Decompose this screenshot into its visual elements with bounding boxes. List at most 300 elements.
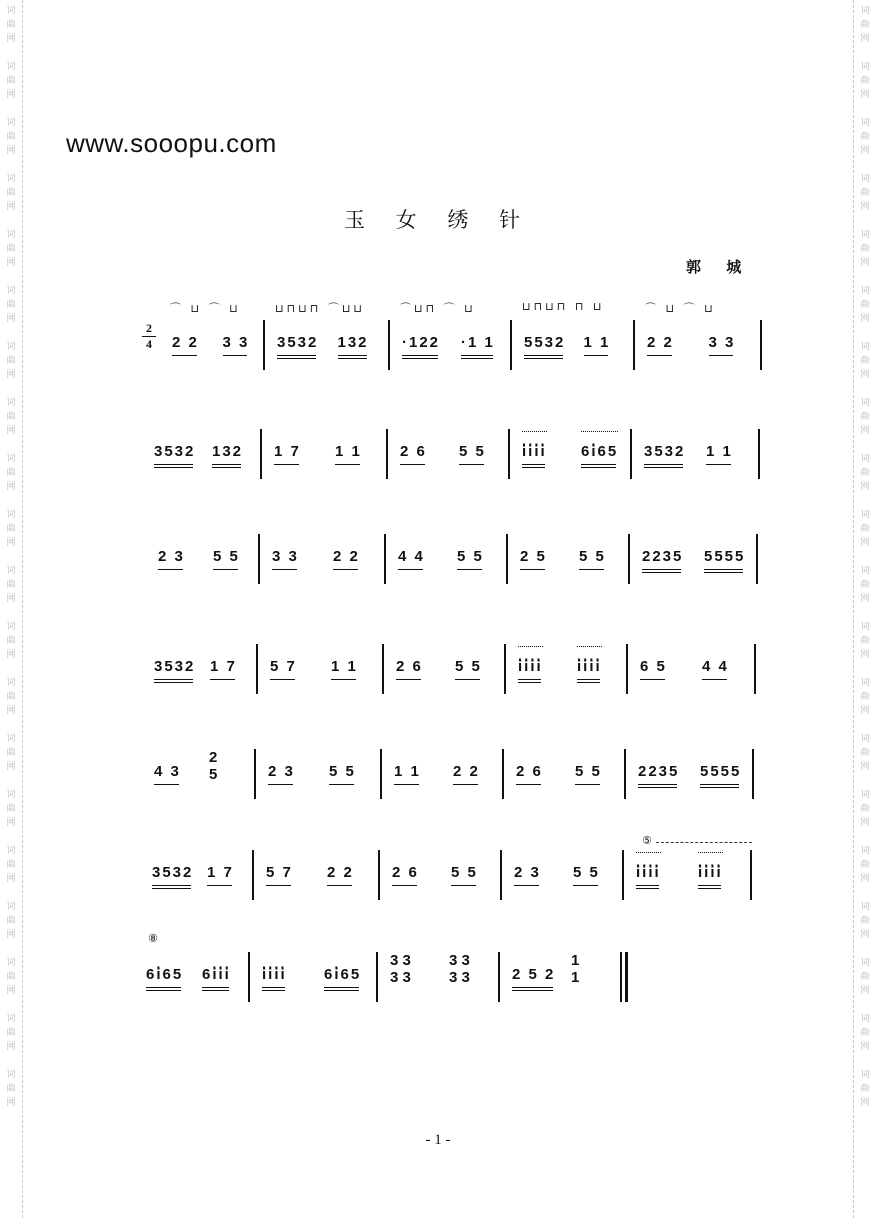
note-text: 5555 bbox=[700, 763, 742, 780]
staff-row bbox=[0, 834, 876, 926]
time-signature-top: 2 bbox=[146, 321, 152, 335]
beam-line bbox=[642, 572, 681, 573]
note-stack: 1 1 bbox=[571, 952, 580, 986]
barline bbox=[386, 429, 388, 479]
note-group bbox=[453, 763, 480, 780]
beam-line bbox=[333, 569, 358, 570]
note-text: 132 bbox=[212, 443, 244, 460]
beam-line bbox=[262, 987, 285, 988]
measure bbox=[146, 425, 262, 505]
note-group bbox=[394, 763, 421, 780]
barline bbox=[750, 850, 752, 900]
beam-line bbox=[223, 355, 248, 356]
note-group bbox=[577, 658, 602, 675]
trill-mark bbox=[577, 646, 602, 653]
note-group bbox=[573, 864, 600, 881]
beam-line bbox=[573, 885, 598, 886]
note-group bbox=[461, 334, 495, 351]
beam-line bbox=[512, 990, 553, 991]
bowing-marks: ⌒ ⊔ ⌒ ⊔ bbox=[170, 302, 241, 315]
beam-line bbox=[700, 787, 739, 788]
left-watermark-text: 词 曲 网 词 曲 网 词 曲 网 词 曲 网 词 曲 网 词 曲 网 词 曲 网 词 曲 网 词 曲 网 词 曲 网 词 曲 网 词 曲 网 词 曲 网 词 曲 网 词 曲 网 词 曲 网 词 曲 网 词 曲 网 词 曲 网 词 曲 网 bbox=[6, 6, 16, 1108]
measure bbox=[504, 948, 622, 1028]
beam-line bbox=[642, 569, 681, 570]
note-group bbox=[457, 548, 484, 565]
note-text: 5 5 bbox=[459, 443, 486, 460]
note-text: 2 2 bbox=[647, 334, 674, 351]
barline bbox=[504, 644, 506, 694]
measure bbox=[636, 425, 760, 505]
beam-line bbox=[520, 569, 545, 570]
note-text: 2 5 2 bbox=[512, 966, 556, 983]
note-text: 1 1 bbox=[335, 443, 362, 460]
measure bbox=[630, 745, 754, 825]
note-group bbox=[268, 763, 295, 780]
beam-line bbox=[581, 464, 616, 465]
note-group bbox=[338, 334, 369, 351]
note-group bbox=[213, 548, 240, 565]
beam-line bbox=[577, 682, 600, 683]
measure bbox=[634, 530, 758, 610]
note-group bbox=[172, 334, 199, 351]
beam-line bbox=[212, 464, 241, 465]
note-text: 2 2 bbox=[327, 864, 354, 881]
measure bbox=[266, 425, 388, 505]
beam-line bbox=[327, 885, 352, 886]
beam-line bbox=[331, 679, 356, 680]
note-text: 3 3 bbox=[222, 334, 250, 351]
measure bbox=[164, 316, 265, 396]
measure bbox=[390, 530, 508, 610]
note-text: 2235 bbox=[642, 548, 684, 565]
note-group bbox=[522, 443, 547, 460]
note-group bbox=[400, 443, 427, 460]
beam-line bbox=[272, 569, 297, 570]
note-text: i̇i̇i̇i̇ bbox=[518, 658, 543, 675]
note-group bbox=[329, 763, 356, 780]
note-text: 5 5 bbox=[329, 763, 356, 780]
beam-line bbox=[700, 784, 739, 785]
trill-mark bbox=[581, 431, 618, 438]
measure bbox=[386, 745, 504, 825]
barline bbox=[630, 429, 632, 479]
note-text: 2 2 bbox=[333, 548, 360, 565]
beam-line bbox=[154, 682, 193, 683]
note-group bbox=[702, 658, 729, 675]
barline bbox=[500, 850, 502, 900]
bowing-marks: ⊔⊓⊔⊓ ⌒⊔⊔ bbox=[275, 302, 365, 315]
barline bbox=[254, 749, 256, 799]
beam-line bbox=[457, 569, 482, 570]
beam-line bbox=[451, 885, 476, 886]
measure bbox=[254, 948, 378, 1028]
staff-row bbox=[0, 640, 876, 720]
beam-line bbox=[324, 990, 359, 991]
barline bbox=[620, 952, 622, 1002]
note-text: 3532 bbox=[154, 443, 196, 460]
barline bbox=[752, 749, 754, 799]
note-group bbox=[270, 658, 297, 675]
note-text: 5 5 bbox=[451, 864, 478, 881]
position-dashed-line bbox=[656, 842, 752, 843]
beam-line bbox=[154, 464, 193, 465]
note-group bbox=[455, 658, 482, 675]
note-text: 3532 bbox=[644, 443, 686, 460]
note-group bbox=[700, 763, 741, 780]
barline bbox=[252, 850, 254, 900]
note-group bbox=[644, 443, 685, 460]
note-group bbox=[210, 658, 237, 675]
beam-line bbox=[698, 888, 721, 889]
score-author: 郭 城 bbox=[686, 258, 752, 276]
measure bbox=[382, 948, 500, 1028]
beam-line bbox=[277, 358, 316, 359]
beam-line bbox=[338, 355, 367, 356]
beam-line bbox=[392, 885, 417, 886]
beam-line bbox=[512, 987, 553, 988]
note-text: 5 5 bbox=[579, 548, 606, 565]
beam-line bbox=[702, 679, 727, 680]
beam-line bbox=[584, 355, 609, 356]
beam-line bbox=[522, 464, 545, 465]
note-text: 3 3 bbox=[708, 334, 736, 351]
note-text: 2 2 bbox=[172, 334, 199, 351]
note-group bbox=[704, 548, 745, 565]
measure bbox=[146, 745, 256, 825]
note-group bbox=[584, 334, 611, 351]
note-text: 2 3 bbox=[268, 763, 295, 780]
measure bbox=[628, 846, 752, 926]
note-text: 1 1 bbox=[706, 443, 733, 460]
beam-line bbox=[636, 885, 659, 886]
staff-row bbox=[0, 745, 876, 825]
beam-line bbox=[202, 987, 229, 988]
note-text: 1 7 bbox=[274, 443, 301, 460]
barline bbox=[378, 850, 380, 900]
note-group bbox=[402, 334, 440, 351]
note-group bbox=[514, 864, 541, 881]
bowing-marks: ⌒ ⊔ ⌒ ⊔ bbox=[645, 302, 716, 315]
note-group bbox=[202, 966, 231, 983]
barline bbox=[376, 952, 378, 1002]
beam-line bbox=[270, 679, 295, 680]
measure bbox=[138, 948, 250, 1028]
barline bbox=[502, 749, 504, 799]
note-stack: 3 3 3 3 bbox=[390, 952, 411, 986]
note-group bbox=[709, 334, 736, 351]
beam-line bbox=[638, 787, 677, 788]
beam-line bbox=[394, 784, 419, 785]
note-group bbox=[274, 443, 301, 460]
beam-line bbox=[329, 784, 354, 785]
measure bbox=[514, 425, 632, 505]
note-group bbox=[272, 548, 299, 565]
beam-line bbox=[212, 467, 241, 468]
beam-line bbox=[636, 888, 659, 889]
note-group bbox=[333, 548, 360, 565]
beam-line bbox=[207, 885, 232, 886]
note-text: 2 6 bbox=[516, 763, 543, 780]
beam-line bbox=[152, 888, 191, 889]
note-text: 3 3 bbox=[272, 548, 299, 565]
beam-line bbox=[324, 987, 359, 988]
note-text: i̇i̇i̇i̇ bbox=[522, 443, 547, 460]
beam-line bbox=[524, 358, 563, 359]
barline bbox=[622, 850, 624, 900]
beam-line bbox=[152, 885, 191, 886]
barline bbox=[388, 320, 390, 370]
note-text: 2 6 bbox=[400, 443, 427, 460]
note-group bbox=[396, 658, 423, 675]
note-text: 5 5 bbox=[457, 548, 484, 565]
note-text: 5532 bbox=[524, 334, 566, 351]
measure bbox=[632, 640, 756, 720]
barline bbox=[258, 534, 260, 584]
note-group bbox=[324, 966, 361, 983]
beam-line bbox=[274, 464, 299, 465]
note-group bbox=[647, 334, 674, 351]
note-group bbox=[335, 443, 362, 460]
note-group bbox=[459, 443, 486, 460]
right-watermark-text: 词 曲 网 词 曲 网 词 曲 网 词 曲 网 词 曲 网 词 曲 网 词 曲 网 词 曲 网 词 曲 网 词 曲 网 词 曲 网 词 曲 网 词 曲 网 词 曲 网 词 曲 网 词 曲 网 词 曲 网 词 曲 网 词 曲 网 词 曲 网 bbox=[860, 6, 870, 1108]
beam-line bbox=[154, 467, 193, 468]
staff-row bbox=[0, 425, 876, 505]
note-group bbox=[223, 334, 250, 351]
beam-line bbox=[647, 355, 672, 356]
note-text: 3532 bbox=[152, 864, 194, 881]
beam-line bbox=[398, 569, 423, 570]
barline bbox=[382, 644, 384, 694]
note-text: 6i̇i̇i̇ bbox=[202, 966, 231, 983]
beam-line bbox=[268, 784, 293, 785]
beam-line bbox=[172, 355, 197, 356]
beam-line bbox=[213, 569, 238, 570]
note-group bbox=[706, 443, 733, 460]
barline bbox=[256, 644, 258, 694]
beam-line bbox=[709, 355, 734, 356]
beam-line bbox=[453, 784, 478, 785]
time-signature-bottom: 4 bbox=[146, 337, 152, 351]
beam-line bbox=[461, 355, 493, 356]
beam-line bbox=[262, 990, 285, 991]
note-group bbox=[698, 864, 723, 881]
note-group bbox=[212, 443, 243, 460]
beam-line bbox=[524, 355, 563, 356]
trill-mark bbox=[522, 431, 547, 438]
note-group bbox=[158, 548, 185, 565]
measure bbox=[639, 316, 762, 396]
note-text: 2 6 bbox=[392, 864, 419, 881]
beam-line bbox=[640, 679, 665, 680]
note-group bbox=[636, 864, 661, 881]
measure bbox=[146, 640, 258, 720]
barline bbox=[624, 749, 626, 799]
measure bbox=[150, 530, 260, 610]
barline bbox=[506, 534, 508, 584]
beam-line bbox=[638, 784, 677, 785]
barline bbox=[263, 320, 265, 370]
note-text: 3532 bbox=[277, 334, 319, 351]
note-group bbox=[575, 763, 602, 780]
position-mark: ⑧ bbox=[148, 932, 158, 945]
measure bbox=[392, 425, 510, 505]
measure bbox=[269, 316, 390, 396]
beam-line bbox=[706, 464, 731, 465]
staff-row bbox=[0, 530, 876, 610]
beam-line bbox=[704, 572, 743, 573]
note-text: 4 3 bbox=[154, 763, 181, 780]
note-text: 5 7 bbox=[270, 658, 297, 675]
beam-line bbox=[518, 682, 541, 683]
beam-line bbox=[338, 358, 367, 359]
beam-line bbox=[518, 679, 541, 680]
note-group bbox=[640, 658, 667, 675]
note-text: 3532 bbox=[154, 658, 196, 675]
measure bbox=[260, 745, 382, 825]
note-text: 1 1 bbox=[583, 334, 611, 351]
note-text: 5 7 bbox=[266, 864, 293, 881]
note-stack: 2 5 bbox=[209, 749, 218, 783]
note-group bbox=[207, 864, 234, 881]
measure bbox=[510, 640, 628, 720]
staff-row bbox=[0, 932, 876, 1028]
note-text: 5 5 bbox=[213, 548, 240, 565]
score-title: 玉 女 绣 针 bbox=[343, 208, 533, 232]
beam-line bbox=[581, 467, 616, 468]
note-text: i̇i̇i̇i̇ bbox=[698, 864, 723, 881]
measure bbox=[394, 316, 512, 396]
note-text: 132 bbox=[337, 334, 369, 351]
beam-line bbox=[400, 464, 425, 465]
final-barline bbox=[625, 952, 628, 1002]
measure bbox=[258, 846, 380, 926]
barline bbox=[754, 644, 756, 694]
note-text: i̇i̇i̇i̇ bbox=[577, 658, 602, 675]
note-group bbox=[579, 548, 606, 565]
note-text: ·122 bbox=[402, 334, 441, 351]
note-text: 2 6 bbox=[396, 658, 423, 675]
measure bbox=[262, 640, 384, 720]
note-text: ·1 1 bbox=[461, 334, 495, 351]
beam-line bbox=[402, 355, 438, 356]
page-number: - 1 - bbox=[425, 1132, 451, 1148]
measure bbox=[516, 316, 635, 396]
note-group bbox=[327, 864, 354, 881]
note-group bbox=[518, 658, 543, 675]
note-text: 6 5 bbox=[640, 658, 667, 675]
beam-line bbox=[154, 784, 179, 785]
beam-line bbox=[146, 987, 181, 988]
barline bbox=[260, 429, 262, 479]
measure bbox=[384, 846, 502, 926]
note-group bbox=[520, 548, 547, 565]
bowing-marks: ⊔⊓⊔⊓ ⊓ ⊔ bbox=[522, 300, 605, 313]
beam-line bbox=[704, 569, 743, 570]
measure bbox=[264, 530, 386, 610]
note-group bbox=[638, 763, 679, 780]
beam-line bbox=[577, 679, 600, 680]
beam-line bbox=[402, 358, 438, 359]
barline bbox=[628, 534, 630, 584]
note-group bbox=[398, 548, 425, 565]
note-text: 2235 bbox=[638, 763, 680, 780]
note-group bbox=[152, 864, 193, 881]
note-group bbox=[512, 966, 555, 983]
note-group bbox=[146, 966, 183, 983]
note-text: 6i̇65 bbox=[324, 966, 362, 983]
barline bbox=[760, 320, 762, 370]
note-group bbox=[524, 334, 565, 351]
barline bbox=[756, 534, 758, 584]
beam-line bbox=[579, 569, 604, 570]
barline bbox=[633, 320, 635, 370]
note-text: 1 1 bbox=[331, 658, 358, 675]
note-text: 1 1 bbox=[394, 763, 421, 780]
measure bbox=[512, 530, 630, 610]
note-text: i̇i̇i̇i̇ bbox=[636, 864, 661, 881]
site-url: www.sooopu.com bbox=[66, 128, 277, 158]
note-group bbox=[581, 443, 618, 460]
beam-line bbox=[210, 679, 235, 680]
note-group bbox=[154, 763, 181, 780]
note-text: 2 3 bbox=[514, 864, 541, 881]
note-text: 2 3 bbox=[158, 548, 185, 565]
barline bbox=[248, 952, 250, 1002]
barline bbox=[380, 749, 382, 799]
beam-line bbox=[266, 885, 291, 886]
trill-mark bbox=[698, 852, 723, 859]
bowing-marks: ⌒⊔⊓ ⌒ ⊔ bbox=[400, 302, 476, 315]
measure bbox=[388, 640, 506, 720]
note-text: 2 5 bbox=[520, 548, 547, 565]
beam-line bbox=[644, 464, 683, 465]
note-group bbox=[277, 334, 318, 351]
note-group bbox=[392, 864, 419, 881]
beam-line bbox=[158, 569, 183, 570]
note-group bbox=[154, 658, 195, 675]
note-group bbox=[516, 763, 543, 780]
beam-line bbox=[698, 885, 721, 886]
beam-line bbox=[154, 679, 193, 680]
barline bbox=[508, 429, 510, 479]
note-text: 1 7 bbox=[207, 864, 234, 881]
note-text: 5555 bbox=[704, 548, 746, 565]
measure bbox=[506, 846, 624, 926]
note-group bbox=[642, 548, 683, 565]
beam-line bbox=[459, 464, 484, 465]
beam-line bbox=[202, 990, 229, 991]
beam-line bbox=[335, 464, 360, 465]
beam-line bbox=[455, 679, 480, 680]
note-text: 6i̇65 bbox=[581, 443, 619, 460]
note-group bbox=[266, 864, 293, 881]
note-text: 5 5 bbox=[455, 658, 482, 675]
measure bbox=[508, 745, 626, 825]
note-group bbox=[262, 966, 287, 983]
note-text: 4 4 bbox=[702, 658, 729, 675]
beam-line bbox=[146, 990, 181, 991]
beam-line bbox=[461, 358, 493, 359]
note-text: 2 2 bbox=[453, 763, 480, 780]
note-text: 1 7 bbox=[210, 658, 237, 675]
barline bbox=[498, 952, 500, 1002]
position-mark: ⑤ bbox=[642, 834, 652, 847]
note-text: 6i̇65 bbox=[146, 966, 184, 983]
beam-line bbox=[522, 467, 545, 468]
note-text: 5 5 bbox=[573, 864, 600, 881]
note-stack: 3 3 3 3 bbox=[449, 952, 470, 986]
note-text: 4 4 bbox=[398, 548, 425, 565]
